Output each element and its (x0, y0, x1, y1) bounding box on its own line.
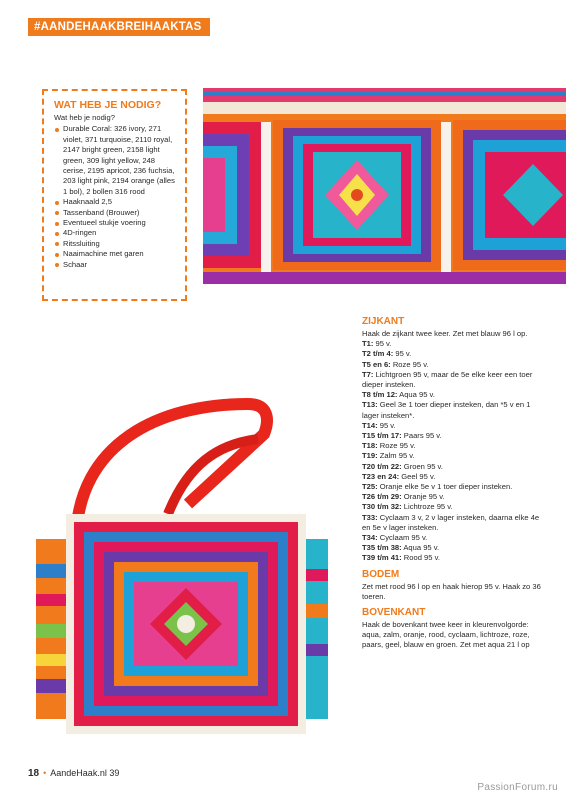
row-instruction: T7: Lichtgroen 95 v, maar de 5e elke keer een toer dieper insteken. (362, 369, 533, 390)
magazine-source: AandeHaak.nl 39 (50, 768, 120, 778)
bovenkant-text: Haak de bovenkant twee keer in kleurenvolgorde: aqua, zalm, oranje, rood, cyclaam, lichtroze, roze, paars, geel, blauw en groen. Zet met aqua 21 l op (362, 620, 530, 650)
bodem-title: BODEM (362, 568, 400, 580)
list-item: Haaknaald 2,5 (54, 197, 177, 207)
row-instruction: T26 t/m 29: Oranje 95 v. (362, 492, 445, 502)
list-item: Ritssluiting (54, 239, 177, 249)
zijkant-intro: Haak de zijkant twee keer. Zet met blauw 96 l op. (362, 329, 528, 338)
row-instruction: T23 en 24: Geel 95 v. (362, 471, 436, 481)
row-instruction: T14: 95 v. (362, 420, 396, 430)
row-instruction: T25: Oranje elke 5e v 1 toer dieper insteken. (362, 482, 513, 492)
instructions-column (362, 316, 542, 651)
row-instruction: T5 en 6: Roze 95 v. (362, 359, 429, 369)
list-item: Naaimachine met garen (54, 249, 177, 259)
materials-subtitle: Wat heb je nodig? (54, 113, 115, 122)
watermark: PassionForum.ru (477, 782, 558, 793)
list-item: Eventueel stukje voering (54, 218, 177, 228)
materials-box (42, 89, 187, 301)
row-instruction: T15 t/m 17: Paars 95 v. (362, 431, 442, 441)
row-instruction: T19: Zalm 95 v. (362, 451, 415, 461)
row-instruction: T34: Cyclaam 95 v. (362, 533, 428, 543)
row-instruction: T8 t/m 12: Aqua 95 v. (362, 390, 435, 400)
page-footer (28, 768, 119, 779)
list-item: 4D-ringen (54, 228, 177, 238)
list-item: Durable Coral: 326 ivory, 271 violet, 371 turquoise, 2110 royal, 2147 bright green, 2158 light green, 309 light yellow, 248 cerise, 2195 apricot, 236 fuchsia, 203 light pink, 2194 orange (alles 1 bol), 2 bollen 316 rood (54, 124, 177, 197)
row-instruction: T33: Cyclaam 3 v, 2 v lager insteken, daarna elke 4e en 5e v lager insteken. (362, 512, 540, 532)
materials-list (54, 124, 177, 270)
crochet-closeup-photo (203, 88, 566, 298)
list-item: Schaar (54, 260, 177, 270)
bodem-text: Zet met rood 96 l op en haak hierop 95 v. Haak zo 36 toeren. (362, 581, 541, 601)
row-instruction: T35 t/m 38: Aqua 95 v. (362, 543, 440, 553)
row-instruction: T39 t/m 41: Rood 95 v. (362, 553, 440, 563)
list-item: Tassenband (Brouwer) (54, 208, 177, 218)
zijkant-title: ZIJKANT (362, 316, 405, 327)
bovenkant-title: BOVENKANT (362, 607, 426, 619)
row-instruction: T2 t/m 4: 95 v. (362, 349, 412, 359)
bullet-icon: • (43, 768, 47, 778)
page-number: 18 (28, 768, 40, 779)
row-instruction: T30 t/m 32: Lichtroze 95 v. (362, 502, 453, 512)
row-instruction: T13: Geel 3e 1 toer dieper insteken, dan *5 v en 1 lager insteken*. (362, 400, 531, 420)
section-tag: #AANDEHAAKBREIHAAKTAS (28, 18, 210, 36)
row-instruction: T1: 95 v. (362, 339, 392, 349)
row-instruction: T20 t/m 22: Groen 95 v. (362, 461, 443, 471)
materials-title: WAT HEB JE NODIG? (54, 99, 162, 111)
row-instruction: T18: Roze 95 v. (362, 441, 416, 451)
bag-photo (18, 364, 348, 749)
